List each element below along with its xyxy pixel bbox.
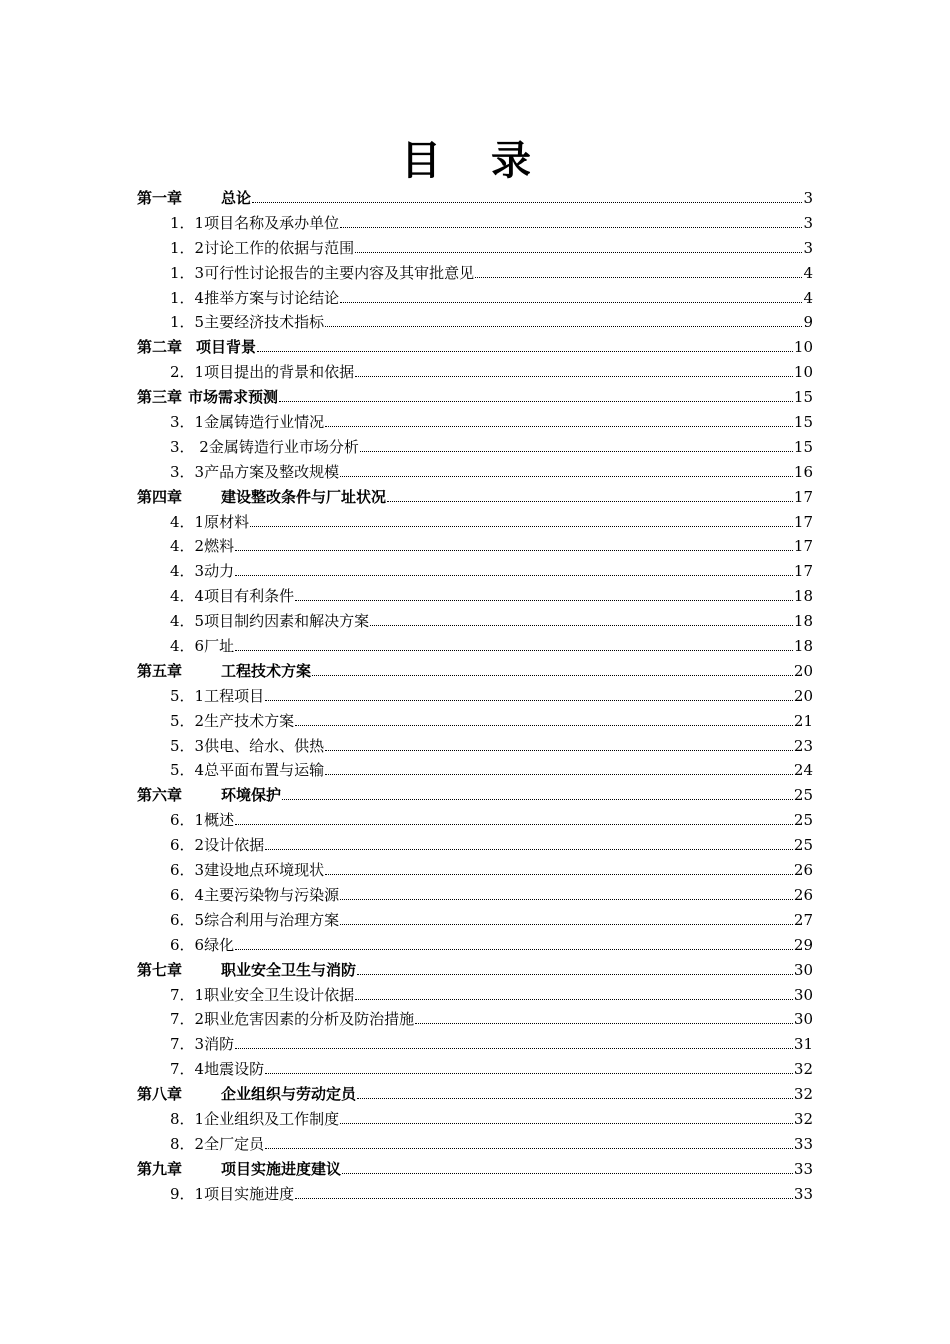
toc-section-entry[interactable] bbox=[137, 883, 813, 908]
toc-section-entry[interactable] bbox=[137, 460, 813, 485]
toc-entry-title: 原材料 bbox=[204, 512, 250, 531]
toc-entry-number: 7．4 bbox=[170, 1060, 205, 1079]
toc-entry-number: 第六章 bbox=[137, 786, 183, 805]
dot-leader bbox=[235, 934, 793, 950]
toc-entry-number: 1．1 bbox=[170, 213, 205, 232]
toc-entry-page-number: 16 bbox=[793, 462, 813, 481]
toc-section-entry[interactable] bbox=[137, 1132, 813, 1157]
dot-leader bbox=[235, 809, 793, 825]
toc-entry-page-number: 15 bbox=[793, 413, 813, 432]
toc-section-entry[interactable] bbox=[137, 261, 813, 286]
toc-entry-number: 7．1 bbox=[170, 985, 205, 1004]
toc-entry-title: 可行性讨论报告的主要内容及其审批意见 bbox=[204, 263, 475, 282]
toc-entry-page-number: 18 bbox=[793, 637, 813, 656]
toc-section-entry[interactable] bbox=[137, 758, 813, 783]
toc-entry-number: 4．5 bbox=[170, 612, 205, 631]
toc-entry-title: 建设地点环境现状 bbox=[204, 861, 325, 880]
toc-entry-number: 9．1 bbox=[170, 1184, 205, 1203]
toc-section-entry[interactable] bbox=[137, 808, 813, 833]
toc-entry-page-number: 18 bbox=[793, 612, 813, 631]
dot-leader bbox=[265, 1133, 793, 1149]
dot-leader bbox=[257, 336, 793, 352]
toc-entry-number: 5．3 bbox=[170, 736, 205, 755]
toc-entry-title: 地震设防 bbox=[204, 1060, 265, 1079]
toc-entry-page-number: 30 bbox=[793, 985, 813, 1004]
toc-entry-page-number: 26 bbox=[793, 885, 813, 904]
toc-entry-number: 第七章 bbox=[137, 960, 183, 979]
toc-entry-page-number: 15 bbox=[793, 437, 813, 456]
toc-entry-title: 建设整改条件与厂址状况 bbox=[221, 487, 387, 506]
toc-entry-number: 4．3 bbox=[170, 562, 205, 581]
toc-entry-title: 金属铸造行业市场分析 bbox=[208, 437, 359, 456]
toc-chapter-entry[interactable] bbox=[137, 1082, 813, 1107]
toc-chapter-entry[interactable] bbox=[137, 385, 813, 410]
toc-entry-page-number: 30 bbox=[793, 960, 813, 979]
toc-entry-title: 绿化 bbox=[204, 935, 235, 954]
toc-entry-number: 2．1 bbox=[170, 363, 205, 382]
dot-leader bbox=[370, 610, 793, 626]
toc-entry-title: 燃料 bbox=[204, 537, 235, 556]
toc-entry-number: 3．3 bbox=[170, 462, 205, 481]
dot-leader bbox=[355, 361, 793, 377]
toc-entry-number: 8．1 bbox=[170, 1109, 205, 1128]
toc-entry-number: 第四章 bbox=[137, 487, 183, 506]
toc-section-entry[interactable] bbox=[137, 1057, 813, 1082]
dot-leader bbox=[265, 1058, 793, 1074]
toc-section-entry[interactable] bbox=[137, 435, 813, 460]
dot-leader bbox=[325, 411, 793, 427]
toc-entry-title: 消防 bbox=[204, 1035, 235, 1054]
toc-title: 目 录 bbox=[401, 137, 549, 184]
toc-entry-title: 项目实施进度 bbox=[204, 1184, 295, 1203]
toc-section-entry[interactable] bbox=[137, 310, 813, 335]
toc-entry-page-number: 3 bbox=[803, 213, 813, 232]
toc-entry-number: 第一章 bbox=[137, 189, 183, 207]
toc-entry-title: 厂址 bbox=[204, 637, 235, 656]
dot-leader bbox=[295, 1183, 793, 1199]
toc-entry-title: 总平面布置与运输 bbox=[204, 761, 325, 780]
toc-entry-number: 第八章 bbox=[137, 1085, 183, 1104]
toc-entry-number: 第二章 bbox=[137, 338, 183, 357]
dot-leader bbox=[325, 311, 802, 327]
toc-entry-title: 企业组织及工作制度 bbox=[204, 1109, 340, 1128]
toc-entry-page-number: 25 bbox=[793, 786, 813, 805]
toc-entry-page-number: 26 bbox=[793, 861, 813, 880]
toc-entry-title: 金属铸造行业情况 bbox=[204, 413, 325, 432]
toc-section-entry[interactable] bbox=[137, 933, 813, 958]
toc-entry-number: 第五章 bbox=[137, 661, 183, 680]
toc-entry-number: 5．2 bbox=[170, 711, 205, 730]
toc-entry-title: 项目名称及承办单位 bbox=[204, 213, 340, 232]
toc-entry-number: 4．4 bbox=[170, 587, 205, 606]
toc-entry-title: 市场需求预测 bbox=[188, 388, 279, 407]
toc-entry-title: 职业安全卫生设计依据 bbox=[204, 985, 355, 1004]
toc-entry-title: 职业危害因素的分析及防治措施 bbox=[204, 1010, 415, 1029]
dot-leader bbox=[340, 287, 802, 303]
toc-section-entry[interactable] bbox=[137, 634, 813, 659]
toc-section-entry[interactable] bbox=[137, 211, 813, 236]
toc-entry-page-number: 33 bbox=[793, 1184, 813, 1203]
toc-entry-number: 7．3 bbox=[170, 1035, 205, 1054]
toc-entry-page-number: 20 bbox=[793, 661, 813, 680]
dot-leader bbox=[475, 262, 802, 278]
dot-leader bbox=[235, 1033, 793, 1049]
toc-entry-title: 项目实施进度建议 bbox=[221, 1159, 342, 1178]
toc-chapter-entry[interactable] bbox=[137, 659, 813, 684]
dot-leader bbox=[282, 784, 793, 800]
toc-section-entry[interactable] bbox=[137, 684, 813, 709]
toc-entry-page-number: 3 bbox=[803, 189, 813, 207]
toc-chapter-entry[interactable] bbox=[137, 485, 813, 510]
toc-entry-number: 6．5 bbox=[170, 910, 205, 929]
toc-section-entry[interactable] bbox=[137, 534, 813, 559]
toc-section-entry[interactable] bbox=[137, 983, 813, 1008]
toc-entry-number: 6．2 bbox=[170, 836, 205, 855]
toc-section-entry[interactable] bbox=[137, 709, 813, 734]
toc-entry-number: 3． 2 bbox=[170, 437, 209, 456]
toc-entry-page-number: 32 bbox=[793, 1085, 813, 1104]
toc-section-entry[interactable] bbox=[137, 908, 813, 933]
toc-entry-page-number: 24 bbox=[793, 761, 813, 780]
dot-leader bbox=[360, 436, 793, 452]
toc-entry-number: 第三章 bbox=[137, 388, 183, 407]
dot-leader bbox=[355, 237, 802, 253]
toc-section-entry[interactable] bbox=[137, 858, 813, 883]
dot-leader bbox=[295, 585, 793, 601]
toc-entry-title: 动力 bbox=[204, 562, 235, 581]
toc-entry-number: 8．2 bbox=[170, 1134, 205, 1153]
toc-section-entry[interactable] bbox=[137, 510, 813, 535]
toc-entry-number: 6．3 bbox=[170, 861, 205, 880]
toc-entry-number: 7．2 bbox=[170, 1010, 205, 1029]
dot-leader bbox=[265, 834, 793, 850]
toc-section-entry[interactable] bbox=[137, 410, 813, 435]
dot-leader bbox=[235, 635, 793, 651]
toc-entry-title: 工程项目 bbox=[204, 686, 265, 705]
toc-entry-page-number: 32 bbox=[793, 1109, 813, 1128]
toc-entry-title: 概述 bbox=[204, 811, 235, 830]
toc-entry-page-number: 31 bbox=[793, 1035, 813, 1054]
toc-entry-page-number: 33 bbox=[793, 1134, 813, 1153]
toc-entry-number: 1．4 bbox=[170, 288, 205, 307]
toc-entry-title: 设计依据 bbox=[204, 836, 265, 855]
toc-entry-title: 主要经济技术指标 bbox=[204, 313, 325, 332]
dot-leader bbox=[250, 511, 793, 527]
toc-entry-page-number: 29 bbox=[793, 935, 813, 954]
dot-leader bbox=[340, 909, 793, 925]
dot-leader bbox=[340, 212, 802, 228]
dot-leader bbox=[279, 386, 793, 402]
toc-section-entry[interactable] bbox=[137, 609, 813, 634]
toc-entry-page-number: 17 bbox=[793, 537, 813, 556]
toc-entry-number: 5．1 bbox=[170, 686, 205, 705]
toc-entry-page-number: 33 bbox=[793, 1159, 813, 1178]
dot-leader bbox=[312, 660, 793, 676]
toc-section-entry[interactable] bbox=[137, 559, 813, 584]
toc-entry-number: 6．6 bbox=[170, 935, 205, 954]
toc-entry-number: 5．4 bbox=[170, 761, 205, 780]
toc-entry-number: 3．1 bbox=[170, 413, 205, 432]
toc-entry-title: 推举方案与讨论结论 bbox=[204, 288, 340, 307]
toc-section-entry[interactable] bbox=[137, 1107, 813, 1132]
toc-entry-page-number: 4 bbox=[803, 263, 813, 282]
toc-entry-title: 生产技术方案 bbox=[204, 711, 295, 730]
toc-entry-page-number: 27 bbox=[793, 910, 813, 929]
dot-leader bbox=[235, 560, 793, 576]
dot-leader bbox=[325, 759, 793, 775]
toc-entry-number: 1．5 bbox=[170, 313, 205, 332]
toc-section-entry[interactable] bbox=[137, 236, 813, 261]
toc-entry-title: 产品方案及整改规模 bbox=[204, 462, 340, 481]
dot-leader bbox=[357, 1083, 793, 1099]
toc-entry-number: 1．3 bbox=[170, 263, 205, 282]
toc-entry-number: 第九章 bbox=[137, 1159, 183, 1178]
dot-leader bbox=[342, 1158, 793, 1174]
toc-entry-page-number: 25 bbox=[793, 811, 813, 830]
dot-leader bbox=[265, 685, 793, 701]
toc-entry-page-number: 25 bbox=[793, 836, 813, 855]
toc-entry-title: 总论 bbox=[221, 189, 252, 207]
dot-leader bbox=[235, 535, 793, 551]
toc-entry-number: 6．4 bbox=[170, 885, 205, 904]
dot-leader bbox=[252, 187, 802, 203]
toc-chapter-entry[interactable] bbox=[137, 958, 813, 983]
dot-leader bbox=[325, 859, 793, 875]
toc-chapter-entry[interactable] bbox=[137, 335, 813, 360]
dot-leader bbox=[340, 461, 793, 477]
dot-leader bbox=[325, 735, 793, 751]
toc-list bbox=[137, 186, 813, 1207]
toc-entry-title: 全厂定员 bbox=[204, 1134, 265, 1153]
toc-entry-title: 环境保护 bbox=[221, 786, 282, 805]
toc-entry-page-number: 9 bbox=[803, 313, 813, 332]
toc-entry-title: 项目有利条件 bbox=[204, 587, 295, 606]
toc-section-entry[interactable] bbox=[137, 1032, 813, 1057]
toc-entry-number: 6．1 bbox=[170, 811, 205, 830]
toc-entry-page-number: 30 bbox=[793, 1010, 813, 1029]
dot-leader bbox=[387, 486, 793, 502]
toc-section-entry[interactable] bbox=[137, 833, 813, 858]
toc-entry-page-number: 17 bbox=[793, 512, 813, 531]
toc-section-entry[interactable] bbox=[137, 584, 813, 609]
dot-leader bbox=[355, 984, 793, 1000]
toc-entry-page-number: 4 bbox=[803, 288, 813, 307]
toc-entry-page-number: 15 bbox=[793, 388, 813, 407]
toc-entry-page-number: 18 bbox=[793, 587, 813, 606]
toc-entry-page-number: 17 bbox=[793, 487, 813, 506]
toc-entry-page-number: 3 bbox=[803, 238, 813, 257]
toc-entry-title: 职业安全卫生与消防 bbox=[221, 960, 357, 979]
toc-section-entry[interactable] bbox=[137, 1007, 813, 1032]
toc-section-entry[interactable] bbox=[137, 1182, 813, 1207]
toc-section-entry[interactable] bbox=[137, 286, 813, 311]
dot-leader bbox=[295, 710, 793, 726]
toc-entry-number: 1．2 bbox=[170, 238, 205, 257]
dot-leader bbox=[340, 1108, 793, 1124]
toc-section-entry[interactable] bbox=[137, 360, 813, 385]
toc-chapter-entry[interactable] bbox=[137, 783, 813, 808]
toc-entry-number: 4．1 bbox=[170, 512, 205, 531]
toc-entry-page-number: 10 bbox=[793, 363, 813, 382]
dot-leader bbox=[415, 1008, 793, 1024]
toc-chapter-entry[interactable] bbox=[137, 186, 813, 211]
toc-entry-page-number: 20 bbox=[793, 686, 813, 705]
toc-section-entry[interactable] bbox=[137, 734, 813, 759]
toc-entry-title: 综合利用与治理方案 bbox=[204, 910, 340, 929]
toc-entry-page-number: 10 bbox=[793, 338, 813, 357]
toc-entry-page-number: 21 bbox=[793, 711, 813, 730]
toc-entry-title: 项目制约因素和解决方案 bbox=[204, 612, 370, 631]
toc-entry-number: 4．2 bbox=[170, 537, 205, 556]
toc-entry-number: 4．6 bbox=[170, 637, 205, 656]
toc-entry-title: 企业组织与劳动定员 bbox=[221, 1085, 357, 1104]
toc-entry-page-number: 32 bbox=[793, 1060, 813, 1079]
toc-entry-page-number: 17 bbox=[793, 562, 813, 581]
dot-leader bbox=[340, 884, 793, 900]
dot-leader bbox=[357, 959, 793, 975]
toc-entry-title: 工程技术方案 bbox=[221, 661, 312, 680]
toc-entry-title: 项目背景 bbox=[196, 338, 257, 357]
toc-chapter-entry[interactable] bbox=[137, 1157, 813, 1182]
toc-entry-title: 主要污染物与污染源 bbox=[204, 885, 340, 904]
toc-entry-title: 讨论工作的依据与范围 bbox=[204, 238, 355, 257]
toc-entry-title: 供电、给水、供热 bbox=[204, 736, 325, 755]
toc-entry-title: 项目提出的背景和依据 bbox=[204, 363, 355, 382]
toc-entry-page-number: 23 bbox=[793, 736, 813, 755]
